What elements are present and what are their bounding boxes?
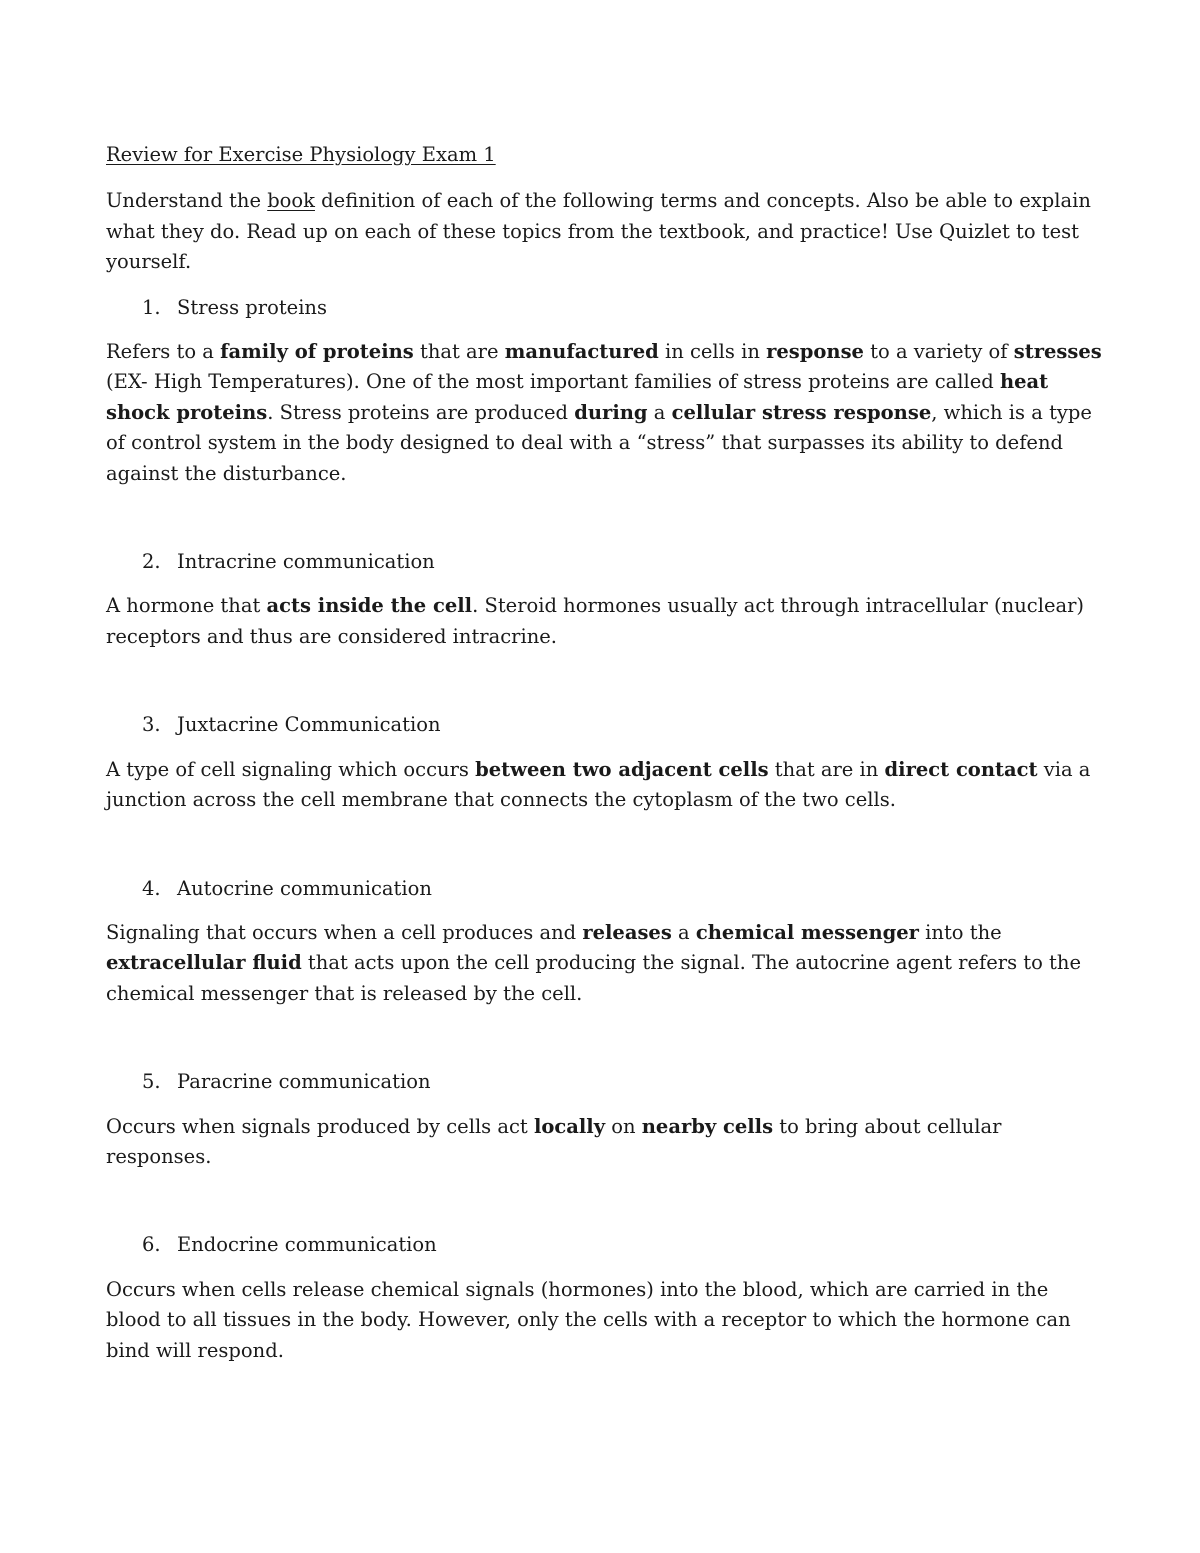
bold-term: releases (582, 920, 672, 944)
bold-term: direct contact (884, 757, 1038, 781)
definition-paragraph (106, 591, 1106, 652)
list-item-term: Paracrine communication (177, 1070, 431, 1094)
definition-paragraph (106, 337, 1106, 489)
definition-text: into the (918, 920, 1002, 944)
definition-text: . Steroid hormones usually act through intracellular (nuclear) receptors and thus are considered intracrine. (106, 594, 1085, 648)
definition-text: Refers to a (106, 340, 221, 364)
bold-term: response (766, 340, 864, 364)
definition-text: Occurs when cells release chemical signals (hormones) into the blood, which are carried in the blood to all tissues in the body. However, only the cells with a receptor to which the hormone can bind will respond. (106, 1277, 1071, 1362)
definition-paragraph (106, 755, 1106, 816)
bold-term: manufactured (504, 340, 659, 364)
definition-text: Signaling that occurs when a cell produces and (106, 920, 583, 944)
list-item-heading (106, 547, 1106, 577)
definition-text: a (671, 920, 696, 944)
list-item-heading (106, 1230, 1106, 1260)
intro-underlined-word: book (267, 189, 315, 213)
list-item-term: Endocrine communication (177, 1233, 437, 1257)
list-item-number: 3. (142, 713, 161, 737)
definition-text: A hormone that (106, 594, 267, 618)
list-item-number: 2. (142, 550, 161, 574)
bold-term: cellular stress response (671, 400, 932, 424)
bold-term: heat shock proteins (106, 370, 1049, 424)
list-item-heading (106, 1067, 1106, 1097)
definition-text: to a variety of (863, 340, 1014, 364)
list-item-term: Intracrine communication (177, 550, 435, 574)
intro-text-end: definition of each of the following terms and concepts. Also be able to explain what they do. Read up on each of these topics from the textbook, and practice! Use Quizlet to test yourself. (106, 189, 1091, 274)
definition-text: , which is a type of control system in the body designed to deal with a “stress” that surpasses its ability to defend against the disturbance. (106, 400, 1092, 485)
definition-text: (EX- High Temperatures). One of the most important families of stress proteins are called (106, 370, 1000, 394)
document-body (106, 140, 1106, 1366)
definition-text: that are in (768, 757, 885, 781)
list-item-term: Autocrine communication (177, 876, 432, 900)
bold-term: acts inside the cell (266, 594, 473, 618)
definition-paragraph (106, 1275, 1106, 1366)
definition-text: on (605, 1114, 642, 1138)
intro-text-start: Understand the (106, 189, 268, 213)
bold-term: locally (533, 1114, 606, 1138)
list-item-heading (106, 293, 1106, 323)
list-item-number: 6. (142, 1233, 161, 1257)
definition-text: Occurs when signals produced by cells act (106, 1114, 534, 1138)
definition-text: A type of cell signaling which occurs (106, 757, 476, 781)
definition-text: via a junction across the cell membrane that connects the cytoplasm of the two cells. (106, 757, 1091, 812)
definition-text: to bring about cellular responses. (106, 1114, 1002, 1168)
list-item-number: 1. (142, 295, 161, 319)
definition-paragraph (106, 1112, 1106, 1173)
list-item-term: Stress proteins (177, 295, 327, 319)
definition-text: in cells in (658, 340, 767, 364)
list-item-heading (106, 710, 1106, 740)
definition-text: that acts upon the cell producing the signal. The autocrine agent refers to the chemical messenger that is released by the cell. (106, 951, 1081, 1005)
bold-term: nearby cells (641, 1114, 774, 1138)
bold-term: between two adjacent cells (475, 757, 769, 781)
bold-term: family of proteins (220, 340, 414, 364)
definition-text: a (647, 400, 672, 424)
bold-term: stresses (1013, 340, 1102, 364)
intro-paragraph (106, 186, 1106, 277)
list-item-heading (106, 874, 1106, 904)
bold-term: extracellular fluid (106, 951, 302, 975)
bold-term: chemical messenger (695, 920, 919, 944)
list-item-term: Juxtacrine Communication (177, 713, 441, 737)
list-item-number: 4. (142, 876, 161, 900)
definition-paragraph (106, 918, 1106, 1009)
document-title: Review for Exercise Physiology Exam 1 (106, 143, 496, 166)
definition-text: that are (413, 340, 505, 364)
list-item-number: 5. (142, 1070, 161, 1094)
bold-term: during (574, 400, 648, 424)
definition-text: . Stress proteins are produced (267, 400, 575, 424)
